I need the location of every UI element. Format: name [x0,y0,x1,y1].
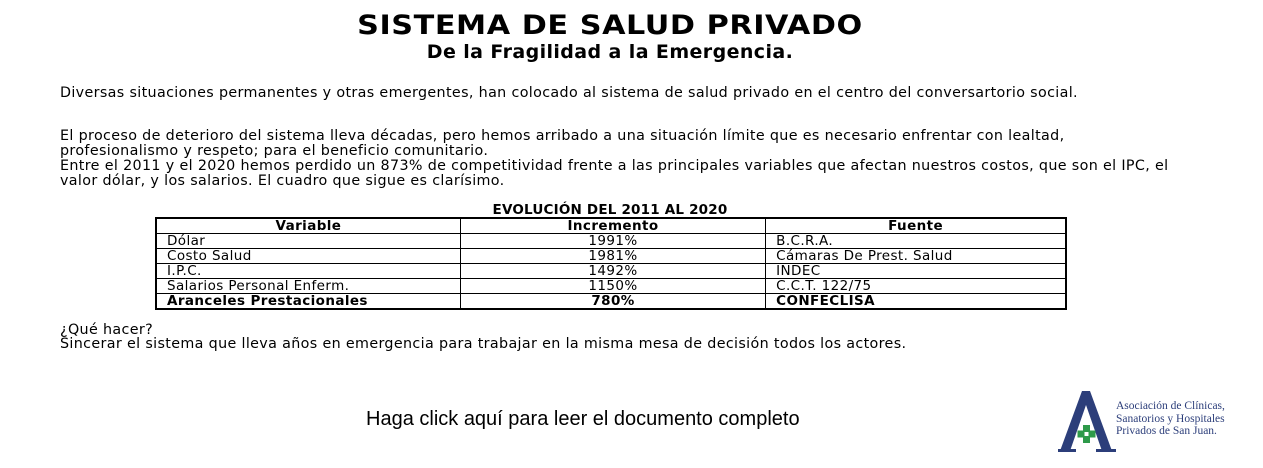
table-row [156,264,1066,279]
cell-fuente: B.C.R.A. [766,234,1066,249]
cell-incremento: 1981% [460,249,765,264]
evolution-table [155,217,1067,310]
cell-fuente: INDEC [766,264,1066,279]
answer-paragraph: Sincerar el sistema que lleva años en emergencia para trabajar en la misma mesa de decisión todos los actores. [60,336,907,352]
cell-variable: Dólar [156,234,460,249]
association-logo [1058,389,1258,453]
paragraph-competitividad: Entre el 2011 y el 2020 hemos perdido un 873% de competitividad frente a las principales variables que afectan nuestros costos, que son el IPC, el valor dólar, y los salarios. El cuadro que sigue es clarísimo. [60,158,1169,189]
cell-incremento: 1492% [460,264,765,279]
table-title: EVOLUCIÓN DEL 2011 AL 2020 [492,202,728,218]
cell-fuente: CONFECLISA [766,294,1066,310]
cell-variable: Aranceles Prestacionales [156,294,460,310]
table-row [156,279,1066,294]
document-subtitle: De la Fragilidad a la Emergencia. [426,41,794,63]
table-header-row [156,218,1066,234]
association-name-line: Sanatorios y Hospitales [1116,412,1225,425]
association-logo-icon [1058,389,1116,453]
table-row [156,234,1066,249]
column-header-fuente: Fuente [766,218,1066,234]
cell-variable: Salarios Personal Enferm. [156,279,460,294]
cell-incremento: 1991% [460,234,765,249]
document-title: SISTEMA DE SALUD PRIVADO [357,10,863,41]
cell-variable: I.P.C. [156,264,460,279]
column-header-variable: Variable [156,218,460,234]
cell-incremento: 780% [460,294,765,310]
table-row [156,294,1066,310]
association-name [1116,400,1225,438]
paragraph-intro: Diversas situaciones permanentes y otras emergentes, han colocado al sistema de salud privado en el centro del conversartorio social. [60,85,1078,101]
cell-fuente: Cámaras De Prest. Salud [766,249,1066,264]
cell-fuente: C.C.T. 122/75 [766,279,1066,294]
read-full-document-link[interactable]: Haga click aquí para leer el documento completo [366,408,800,430]
cell-variable: Costo Salud [156,249,460,264]
column-header-incremento: Incremento [460,218,765,234]
association-name-line: Asociación de Clínicas, [1116,400,1225,412]
question-heading: ¿Qué hacer? [60,322,154,338]
paragraph-deterioro: El proceso de deterioro del sistema lleva décadas, pero hemos arribado a una situación límite que es necesario enfrentar con lealtad, profesionalismo y respeto; para el beneficio comunitario. [60,128,1065,159]
cell-incremento: 1150% [460,279,765,294]
association-name-line: Privados de San Juan. [1116,425,1217,437]
table-row [156,249,1066,264]
